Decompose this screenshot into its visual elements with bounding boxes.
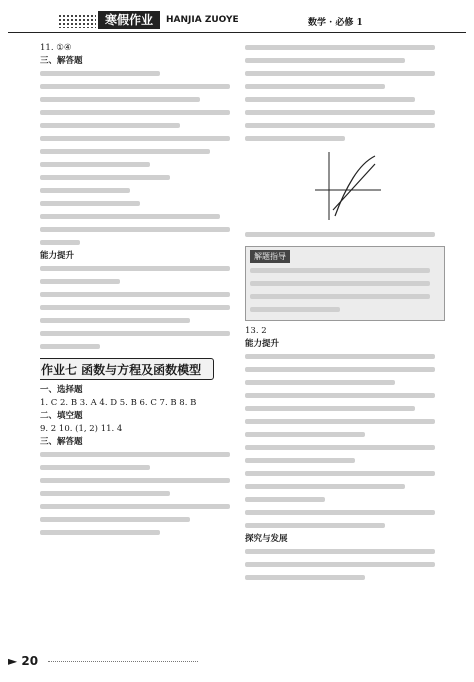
function-graph	[305, 150, 385, 222]
illegible-line	[40, 136, 230, 141]
illegible-line	[245, 136, 345, 141]
illegible-line	[245, 380, 395, 385]
illegible-line	[245, 523, 385, 528]
section-heading: 二、填空题	[40, 411, 83, 421]
illegible-line	[40, 318, 190, 323]
illegible-line	[40, 478, 230, 483]
illegible-line	[245, 84, 385, 89]
illegible-line	[245, 497, 325, 502]
section-heading: 三、解答题	[40, 437, 83, 447]
illegible-line	[245, 458, 355, 463]
illegible-line	[245, 367, 435, 372]
illegible-line	[245, 419, 435, 424]
illegible-line	[40, 123, 180, 128]
illegible-line	[40, 188, 130, 193]
brand-title: 寒假作业	[98, 11, 160, 29]
page-header	[8, 8, 466, 33]
illegible-line	[40, 227, 230, 232]
illegible-line	[40, 266, 230, 271]
illegible-line	[245, 562, 435, 567]
left-column	[40, 42, 240, 642]
illegible-line	[40, 84, 230, 89]
illegible-line	[245, 575, 365, 580]
illegible-line	[245, 110, 435, 115]
illegible-line	[245, 471, 435, 476]
illegible-line	[245, 45, 435, 50]
illegible-line	[40, 465, 150, 470]
answer-ref: 11. ①④	[40, 43, 72, 53]
illegible-line	[40, 201, 140, 206]
tip-title: 解题指导	[250, 250, 290, 263]
illegible-line	[250, 294, 430, 299]
illegible-line	[40, 504, 230, 509]
graph-line	[333, 164, 375, 210]
illegible-line	[40, 110, 230, 115]
right-column	[245, 42, 445, 642]
illegible-line	[40, 517, 190, 522]
illegible-line	[40, 452, 230, 457]
illegible-line	[40, 240, 80, 245]
section-heading: 探究与发展	[245, 534, 288, 544]
illegible-line	[40, 214, 220, 219]
illegible-line	[40, 71, 160, 76]
illegible-line	[40, 344, 100, 349]
illegible-line	[40, 279, 120, 284]
tip-box	[245, 246, 445, 321]
brand-pinyin: HANJIA ZUOYE	[166, 15, 239, 25]
page-number-value: 20	[21, 654, 39, 668]
illegible-line	[245, 393, 435, 398]
illegible-line	[40, 292, 230, 297]
illegible-line	[40, 305, 230, 310]
section-heading: 一、选择题	[40, 385, 83, 395]
course-title: 数学 · 必修 1	[308, 18, 363, 28]
illegible-line	[40, 149, 210, 154]
illegible-line	[245, 97, 415, 102]
illegible-line	[245, 406, 415, 411]
illegible-line	[245, 432, 365, 437]
illegible-line	[245, 232, 435, 237]
choice-answers: 1. C 2. B 3. A 4. D 5. B 6. C 7. B 8. B	[40, 398, 197, 408]
illegible-line	[40, 162, 150, 167]
illegible-line	[40, 491, 170, 496]
illegible-line	[245, 123, 435, 128]
section-heading: 能力提升	[245, 339, 280, 349]
page-number: ► 20	[8, 654, 39, 668]
section-heading: 能力提升	[40, 251, 75, 261]
illegible-line	[250, 281, 430, 286]
illegible-line	[245, 549, 435, 554]
illegible-line	[40, 530, 160, 535]
illegible-line	[250, 268, 430, 273]
illegible-line	[245, 71, 435, 76]
footer-rule	[48, 661, 198, 662]
illegible-line	[245, 354, 435, 359]
decorative-dot-pattern	[58, 14, 96, 28]
illegible-line	[40, 331, 230, 336]
illegible-line	[245, 484, 405, 489]
illegible-line	[250, 307, 340, 312]
answer-ref: 13. 2	[245, 326, 267, 336]
assignment-banner: 作业七 函数与方程及函数模型	[40, 358, 214, 380]
illegible-line	[245, 58, 405, 63]
illegible-line	[40, 175, 170, 180]
section-heading: 三、解答题	[40, 56, 83, 66]
illegible-line	[40, 97, 200, 102]
fill-answers: 9. 2 10. (1, 2) 11. 4	[40, 424, 123, 434]
illegible-line	[245, 445, 435, 450]
illegible-line	[245, 510, 435, 515]
